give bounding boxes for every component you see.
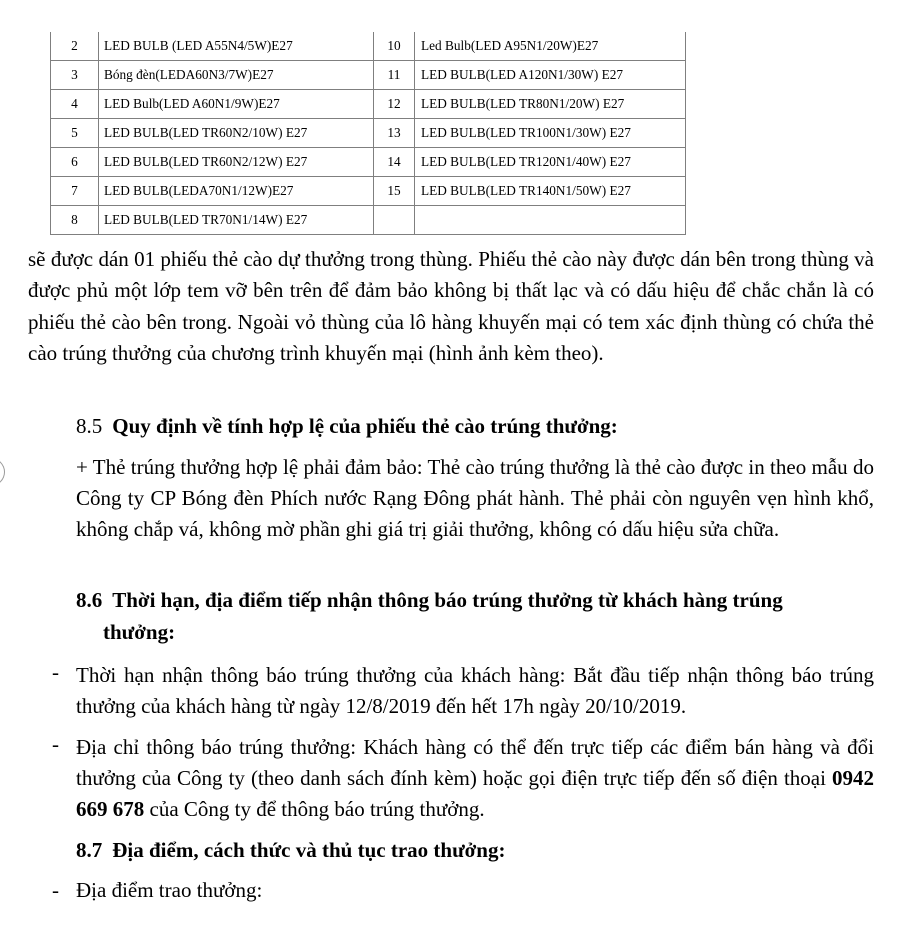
phone-number: 0942 669 678	[76, 766, 874, 822]
section-number: 8.6	[76, 588, 103, 612]
row-number-cell: 10	[374, 32, 415, 61]
bullet-marker: -	[52, 732, 59, 756]
table-row	[51, 177, 686, 206]
product-name-cell: LED BULB(LEDA70N1/12W)E27	[99, 177, 374, 206]
table-row	[51, 148, 686, 177]
table-row	[51, 119, 686, 148]
product-table	[50, 32, 686, 235]
row-number-cell: 11	[374, 61, 415, 90]
row-number-cell: 14	[374, 148, 415, 177]
address-text: Địa chỉ thông báo trúng thưởng: Khách hàng có thể đến trực tiếp các điểm bán hàng và đổi thưởng của Công ty (theo danh sách đính kèm) hoặc gọi điện trực tiếp đến số điện thoại	[76, 735, 874, 791]
section-8-6-heading-continued: thưởng:	[103, 620, 176, 644]
section-8-6-heading	[76, 588, 783, 613]
product-name-cell: LED BULB(LED TR60N2/12W) E27	[99, 148, 374, 177]
row-number-cell: 5	[51, 119, 99, 148]
product-name-cell: LED BULB(LED TR80N1/20W) E27	[415, 90, 686, 119]
section-title: Quy định về tính hợp lệ của phiếu thẻ cào trúng thưởng:	[112, 414, 618, 438]
section-number: 8.5	[76, 414, 103, 438]
product-name-cell: Led Bulb(LED A95N1/20W)E27	[415, 32, 686, 61]
bullet-marker: -	[52, 660, 59, 684]
section-title: Địa điểm, cách thức và thủ tục trao thưởng:	[112, 838, 506, 862]
bullet-marker: -	[52, 878, 59, 902]
product-name-cell: LED BULB(LED A120N1/30W) E27	[415, 61, 686, 90]
product-name-cell: LED BULB(LED TR60N2/10W) E27	[99, 119, 374, 148]
section-8-6-bullet-address	[76, 732, 874, 826]
section-8-5-body: + Thẻ trúng thưởng hợp lệ phải đảm bảo: Thẻ cào trúng thưởng là thẻ cào được in theo mẫu do Công ty CP Bóng đèn Phích nước Rạng Đông phát hành. Thẻ phải còn nguyên vẹn hình khổ, không chắp vá, không mờ phần ghi giá trị giải thưởng, không có dấu hiệu sửa chữa.	[76, 455, 874, 542]
table-row	[51, 61, 686, 90]
row-number-cell: 12	[374, 90, 415, 119]
section-8-7-heading	[76, 838, 505, 863]
row-number-cell: 4	[51, 90, 99, 119]
section-8-7-bullet-location: Địa điểm trao thưởng:	[76, 878, 263, 902]
row-number-cell: 8	[51, 206, 99, 235]
row-number-cell: 15	[374, 177, 415, 206]
address-text-end: của Công ty để thông báo trúng thưởng.	[144, 797, 485, 822]
table-row	[51, 90, 686, 119]
row-number-cell: 13	[374, 119, 415, 148]
table-row	[51, 206, 686, 235]
product-name-cell: LED BULB(LED TR70N1/14W) E27	[99, 206, 374, 235]
product-name-cell: LED Bulb(LED A60N1/9W)E27	[99, 90, 374, 119]
section-8-5-heading	[76, 414, 618, 439]
section-number: 8.7	[76, 838, 103, 862]
row-number-cell	[374, 206, 415, 235]
product-name-cell	[415, 206, 686, 235]
product-name-cell: LED BULB(LED TR140N1/50W) E27	[415, 177, 686, 206]
paragraph-scratch-card-placement: sẽ được dán 01 phiếu thẻ cào dự thưởng trong thùng. Phiếu thẻ cào này được dán bên trong thùng và được phủ một lớp tem vỡ bên trên để đảm bảo không bị thất lạc và có dấu hiệu để chắc chắn là có phiếu thẻ cào bên trong. Ngoài vỏ thùng của lô hàng khuyến mại có tem xác định thùng có chứa thẻ cào trúng thưởng của chương trình khuyến mại (hình ảnh kèm theo).	[28, 247, 874, 365]
product-name-cell: Bóng đèn(LEDA60N3/7W)E27	[99, 61, 374, 90]
section-title: Thời hạn, địa điểm tiếp nhận thông báo trúng thưởng từ khách hàng trúng	[112, 588, 783, 612]
row-number-cell: 6	[51, 148, 99, 177]
section-8-6-bullet-deadline: Thời hạn nhận thông báo trúng thưởng của khách hàng: Bắt đầu tiếp nhận thông báo trúng thưởng của khách hàng từ ngày 12/8/2019 đến hết 17h ngày 20/10/2019.	[76, 663, 874, 719]
product-name-cell: LED BULB(LED TR120N1/40W) E27	[415, 148, 686, 177]
product-name-cell: LED BULB (LED A55N4/5W)E27	[99, 32, 374, 61]
table-row	[51, 32, 686, 61]
row-number-cell: 2	[51, 32, 99, 61]
margin-comment-marker	[0, 458, 5, 486]
product-name-cell: LED BULB(LED TR100N1/30W) E27	[415, 119, 686, 148]
row-number-cell: 7	[51, 177, 99, 206]
row-number-cell: 3	[51, 61, 99, 90]
